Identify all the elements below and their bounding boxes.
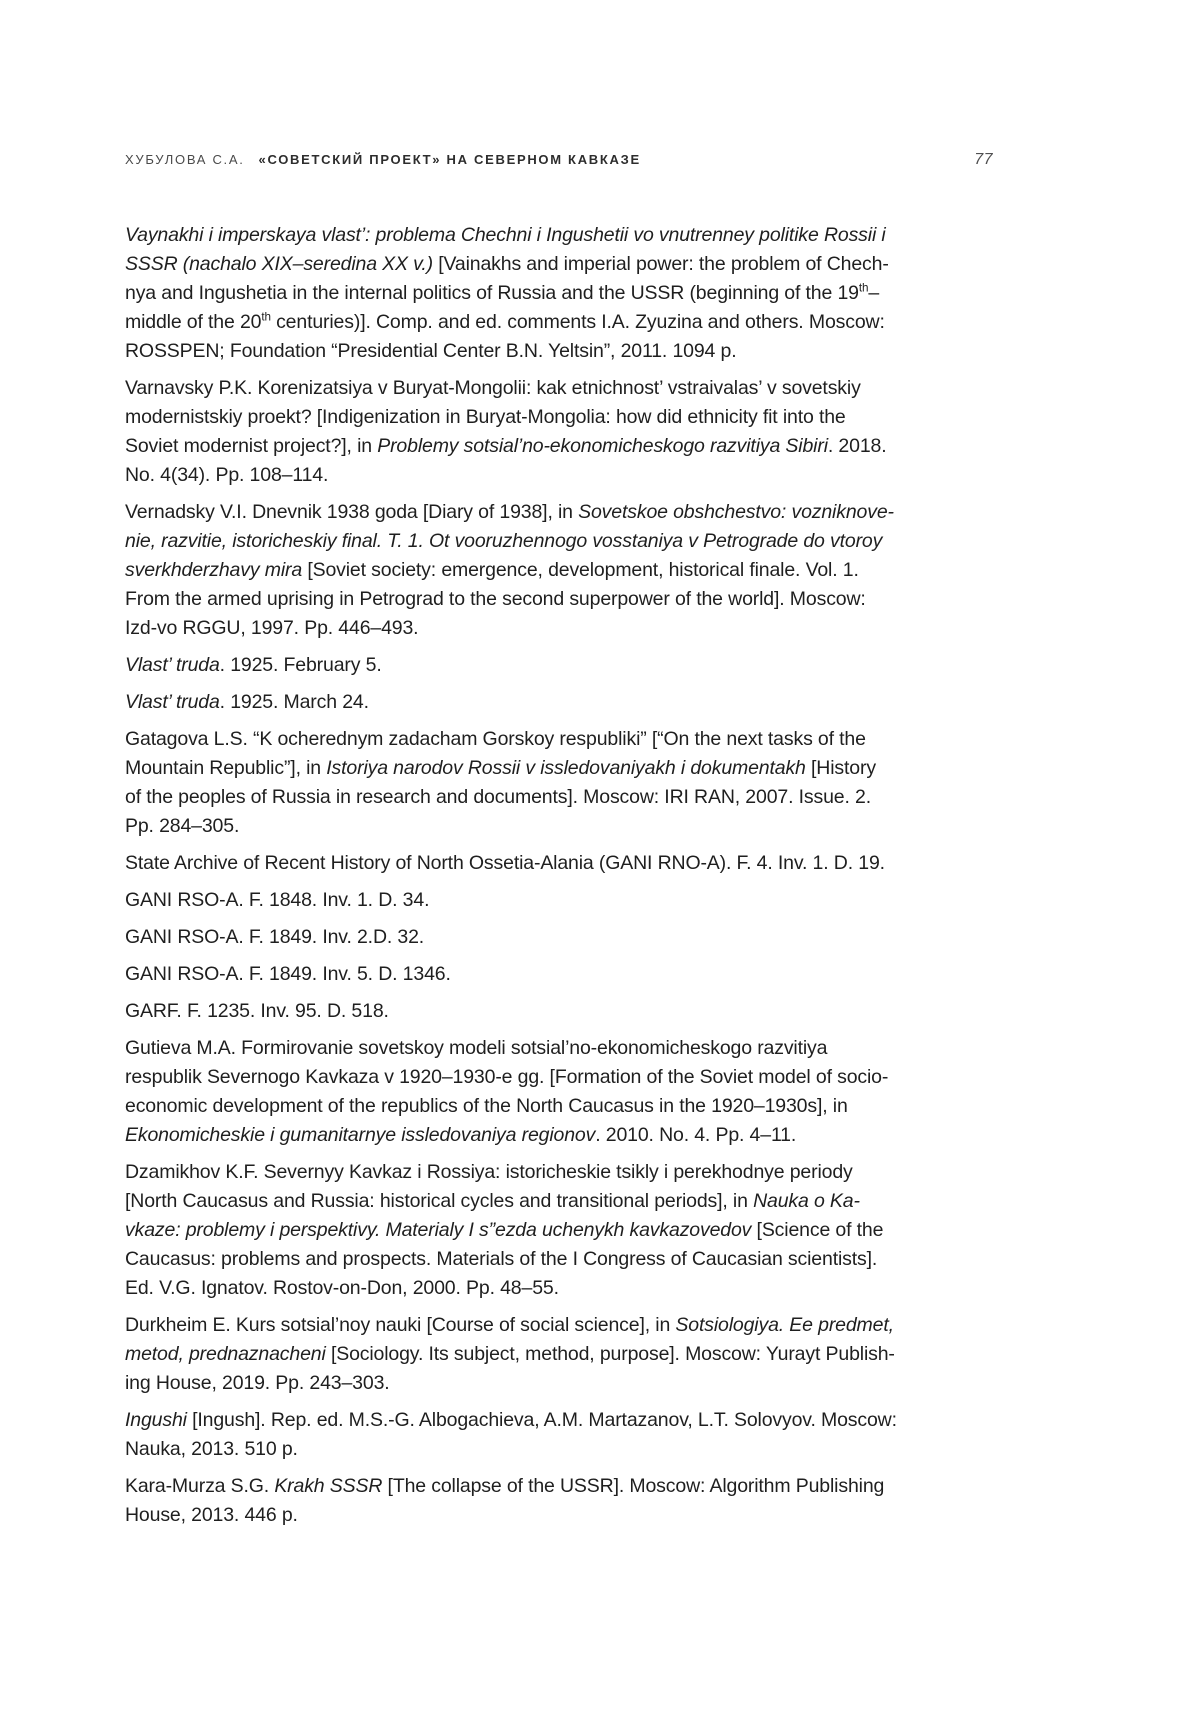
reference-line bbox=[125, 1158, 993, 1187]
text-run: Ed. V.G. Ignatov. Rostov-on-Don, 2000. Pp. 48–55. bbox=[125, 1277, 559, 1299]
text-run: Gutieva M.A. Formirovanie sovetskoy modeli sotsial’no-ekonomicheskogo razvitiya bbox=[125, 1037, 828, 1059]
text-run: . 2010. No. 4. Pp. 4–11. bbox=[595, 1124, 797, 1146]
text-run: metod, prednaznacheni bbox=[125, 1343, 326, 1365]
reference-line bbox=[125, 221, 993, 250]
reference-line bbox=[125, 1406, 993, 1435]
reference-line bbox=[125, 585, 993, 614]
reference-line bbox=[125, 374, 993, 403]
reference-line bbox=[125, 886, 993, 915]
reference-entry bbox=[125, 221, 993, 366]
text-run: [North Caucasus and Russia: historical cycles and transitional periods], in bbox=[125, 1190, 754, 1212]
text-run: . 2018. bbox=[827, 435, 887, 457]
text-run: Caucasus: problems and prospects. Materials of the I Congress of Caucasian scientists]. bbox=[125, 1248, 878, 1270]
text-run: GANI RSO-A. F. 1849. Inv. 2.D. 32. bbox=[125, 926, 425, 948]
text-run: sverkhderzhavy mira bbox=[125, 559, 303, 581]
reference-entry bbox=[125, 886, 993, 915]
reference-entry bbox=[125, 374, 993, 490]
reference-line bbox=[125, 556, 993, 585]
reference-line bbox=[125, 498, 993, 527]
reference-entry bbox=[125, 1158, 993, 1303]
reference-line bbox=[125, 1121, 993, 1150]
text-run: Nauka, 2013. 510 p. bbox=[125, 1438, 298, 1460]
text-run: Dzamikhov K.F. Severnyy Kavkaz i Rossiya: istoricheskie tsikly i perekhodnye periody bbox=[125, 1161, 853, 1183]
reference-line bbox=[125, 461, 993, 490]
text-run: ROSSPEN; Foundation “Presidential Center B.N. Yeltsin”, 2011. 1094 p. bbox=[125, 340, 737, 362]
reference-line bbox=[125, 1092, 993, 1121]
reference-line bbox=[125, 1435, 993, 1464]
text-run: ing House, 2019. Pp. 243–303. bbox=[125, 1372, 390, 1394]
reference-line bbox=[125, 1245, 993, 1274]
text-run: middle of the 20 bbox=[125, 311, 262, 333]
text-run: Ekonomicheskie i gumanitarnye issledovaniya regionov bbox=[125, 1124, 596, 1146]
text-run: [History bbox=[805, 757, 876, 779]
text-run: Soviet modernist project?], in bbox=[125, 435, 378, 457]
text-run: SSSR (nachalo XIX–seredina XX v.) bbox=[125, 253, 433, 275]
text-run: Pp. 284–305. bbox=[125, 815, 240, 837]
text-run: centuries)]. Comp. and ed. comments I.A. Zyuzina and others. Moscow: bbox=[270, 311, 885, 333]
text-run: nya and Ingushetia in the internal politics of Russia and the USSR (beginning of the 19 bbox=[125, 282, 859, 304]
text-run: – bbox=[868, 282, 880, 304]
text-run: Sovetskoe obshchestvo: vozniknove- bbox=[578, 501, 894, 523]
text-run: . 1925. March 24. bbox=[219, 691, 369, 713]
reference-line bbox=[125, 1501, 993, 1530]
reference-line bbox=[125, 1274, 993, 1303]
text-run: of the peoples of Russia in research and documents]. Moscow: IRI RAN, 2007. Issue. 2. bbox=[125, 786, 871, 808]
text-run: GANI RSO-A. F. 1848. Inv. 1. D. 34. bbox=[125, 889, 430, 911]
running-header-author: ХУБУЛОВА С.А. bbox=[125, 152, 245, 167]
reference-entry bbox=[125, 997, 993, 1026]
running-header bbox=[125, 151, 993, 169]
text-run: No. 4(34). Pp. 108–114. bbox=[125, 464, 329, 486]
reference-line bbox=[125, 403, 993, 432]
text-run: Gatagova L.S. “K ocherednym zadacham Gorskoy respubliki” [“On the next tasks of the bbox=[125, 728, 866, 750]
text-run: th bbox=[261, 310, 271, 324]
reference-line bbox=[125, 960, 993, 989]
reference-line bbox=[125, 1369, 993, 1398]
text-run: Varnavsky P.K. Korenizatsiya v Buryat-Mongolii: kak etnichnost’ vstraivalas’ v sovetskiy bbox=[125, 377, 861, 399]
reference-line bbox=[125, 337, 993, 366]
text-run: Problemy sotsial’no-ekonomicheskogo razvitiya Sibiri bbox=[377, 435, 828, 457]
text-run: th bbox=[858, 281, 869, 295]
text-run: Nauka o Ka- bbox=[753, 1190, 860, 1212]
reference-entry bbox=[125, 498, 993, 643]
reference-line bbox=[125, 997, 993, 1026]
text-run: Sotsiologiya. Ee predmet, bbox=[675, 1314, 894, 1336]
text-run: [Soviet society: emergence, development, historical finale. Vol. 1. bbox=[302, 559, 859, 581]
reference-entry bbox=[125, 1406, 993, 1464]
text-run: GARF. F. 1235. Inv. 95. D. 518. bbox=[125, 1000, 389, 1022]
running-header-title: «СОВЕТСКИЙ ПРОЕКТ» НА СЕВЕРНОМ КАВКАЗЕ bbox=[258, 152, 641, 167]
reference-line bbox=[125, 432, 993, 461]
references-list bbox=[125, 221, 993, 1538]
text-run: From the armed uprising in Petrograd to the second superpower of the world]. Moscow: bbox=[125, 588, 866, 610]
text-run: House, 2013. 446 p. bbox=[125, 1504, 298, 1526]
text-run: [Sociology. Its subject, method, purpose]. Moscow: Yurayt Publish- bbox=[325, 1343, 895, 1365]
text-run: Mountain Republic”], in bbox=[125, 757, 327, 779]
reference-line bbox=[125, 250, 993, 279]
reference-entry bbox=[125, 1034, 993, 1150]
text-run: Vaynakhi i imperskaya vlast’: problema Chechni i Ingushetii vo vnutrenney politike Rossii i bbox=[125, 224, 886, 246]
text-run: Kara-Murza S.G. bbox=[125, 1475, 275, 1497]
reference-line bbox=[125, 725, 993, 754]
text-run: [Ingush]. Rep. ed. M.S.-G. Albogachieva, A.M. Martazanov, L.T. Solovyov. Moscow: bbox=[186, 1409, 897, 1431]
text-run: Vlast’ truda bbox=[125, 654, 220, 676]
reference-line bbox=[125, 688, 993, 717]
text-run: modernistskiy proekt? [Indigenization in Buryat-Mongolia: how did ethnicity fit into the bbox=[125, 406, 846, 428]
page-number: 77 bbox=[974, 151, 993, 168]
reference-line bbox=[125, 923, 993, 952]
reference-line bbox=[125, 812, 993, 841]
text-run: State Archive of Recent History of North Ossetia-Alania (GANI RNO-A). F. 4. Inv. 1. D. 19. bbox=[125, 852, 885, 874]
reference-line bbox=[125, 1216, 993, 1245]
reference-line bbox=[125, 1034, 993, 1063]
reference-line bbox=[125, 1472, 993, 1501]
reference-entry bbox=[125, 849, 993, 878]
reference-line bbox=[125, 849, 993, 878]
text-run: respublik Severnogo Kavkaza v 1920–1930-e gg. [Formation of the Soviet model of socio- bbox=[125, 1066, 889, 1088]
reference-line bbox=[125, 1063, 993, 1092]
reference-entry bbox=[125, 688, 993, 717]
text-run: Izd-vo RGGU, 1997. Pp. 446–493. bbox=[125, 617, 419, 639]
text-run: Vernadsky V.I. Dnevnik 1938 goda [Diary of 1938], in bbox=[125, 501, 579, 523]
text-run: economic development of the republics of the North Caucasus in the 1920–1930s], in bbox=[125, 1095, 848, 1117]
reference-line bbox=[125, 308, 993, 337]
reference-entry bbox=[125, 1472, 993, 1530]
reference-line bbox=[125, 1187, 993, 1216]
text-run: Vlast’ truda bbox=[125, 691, 220, 713]
reference-line bbox=[125, 1340, 993, 1369]
text-run: [Science of the bbox=[751, 1219, 884, 1241]
text-run: Krakh SSSR bbox=[274, 1475, 383, 1497]
reference-line bbox=[125, 527, 993, 556]
text-run: vkaze: problemy i perspektivy. Materialy I s”ezda uchenykh kavkazovedov bbox=[125, 1219, 752, 1241]
reference-line bbox=[125, 754, 993, 783]
text-run: [The collapse of the USSR]. Moscow: Algorithm Publishing bbox=[382, 1475, 885, 1497]
reference-line bbox=[125, 651, 993, 680]
text-run: Durkheim E. Kurs sotsial’noy nauki [Course of social science], in bbox=[125, 1314, 676, 1336]
text-run: Ingushi bbox=[125, 1409, 187, 1431]
reference-line bbox=[125, 614, 993, 643]
reference-line bbox=[125, 783, 993, 812]
text-run: [Vainakhs and imperial power: the problem of Chech- bbox=[432, 253, 889, 275]
reference-line bbox=[125, 1311, 993, 1340]
text-run: . 1925. February 5. bbox=[219, 654, 382, 676]
running-header-left bbox=[125, 152, 641, 167]
text-run: nie, razvitie, istoricheskiy final. T. 1. Ot vooruzhennogo vosstaniya v Petrograde do vtoroy bbox=[125, 530, 883, 552]
text-run: Istoriya narodov Rossii v issledovaniyakh i dokumentakh bbox=[326, 757, 806, 779]
text-run: GANI RSO-A. F. 1849. Inv. 5. D. 1346. bbox=[125, 963, 451, 985]
reference-entry bbox=[125, 651, 993, 680]
reference-entry bbox=[125, 725, 993, 841]
reference-entry bbox=[125, 960, 993, 989]
reference-entry bbox=[125, 1311, 993, 1398]
reference-entry bbox=[125, 923, 993, 952]
reference-line bbox=[125, 279, 993, 308]
